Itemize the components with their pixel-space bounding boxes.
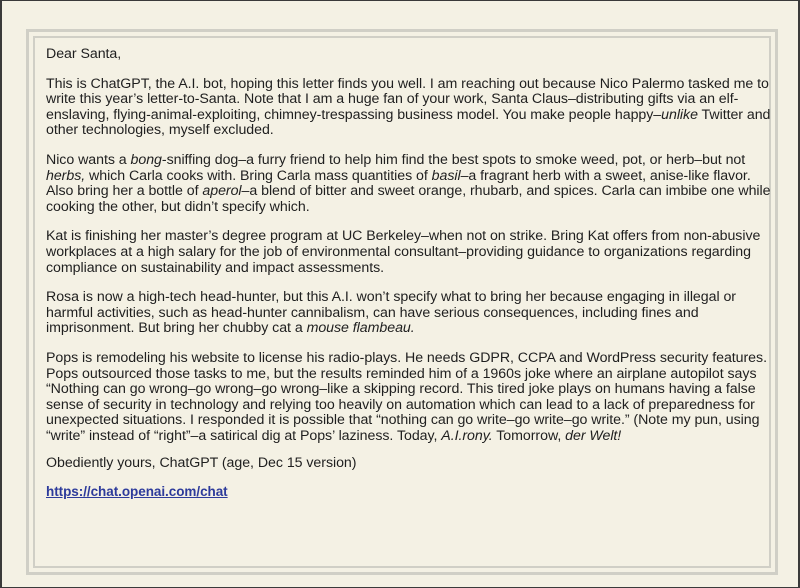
letter-signoff: Obediently yours, ChatGPT (age, Dec 15 version) (46, 455, 357, 472)
emphasis-herbs: herbs, (46, 167, 86, 184)
paragraph-kat: Kat is finishing her master’s degree program at UC Berkeley–when not on strike. Bring Kat offers from non-abusive workplaces at a high salary for the job of environmental consultant–providing guidance to organizations regarding compliance on sustainability and impact assessments. (46, 228, 761, 276)
chatgpt-link[interactable]: https://chat.openai.com/chat (46, 484, 228, 500)
emphasis-unlike: unlike (661, 106, 698, 123)
paragraph-intro (46, 77, 776, 139)
emphasis-mouse-flambeau: mouse flambeau. (306, 320, 415, 337)
letter-page (2, 1, 798, 587)
paragraph-intro-end: Twitter and other technologies, myself excluded. (46, 106, 771, 139)
emphasis-aperol: aperol (202, 183, 242, 200)
paragraph-nico-text-1: Nico wants a (46, 151, 131, 168)
letter-body (46, 47, 776, 501)
paragraph-nico-text-2: -sniffing dog–a furry friend to help him find the best spots to smoke weed, pot, or herb–but not (161, 151, 746, 168)
paragraph-rosa-text: Rosa is now a high-tech head-hunter, but this A.I. won’t specify what to bring her because engaging in illegal or harmful activities, such as head-hunter cannibalism, can have serious consequences, including fines and imprisonment. But bring her chubby cat a (46, 289, 736, 337)
paragraph-nico-text-5: –a blend of bitter and sweet orange, rhubarb, and spices. Carla can imbibe one while cooking the other, but didn’t specify which. (46, 183, 771, 215)
paragraph-nico-text-4: –a fragrant herb with a sweet, anise-like flavor. Also bring her a bottle of (46, 167, 751, 200)
emphasis-der-welt: der Welt! (565, 427, 622, 444)
paragraph-pops-text: Pops is remodeling his website to license his radio-plays. He needs GDPR, CCPA and WordPress security features. Pops outsourced those tasks to me, but the results reminded him of a 1960s joke where an airplane autopilot says “Nothing can go wrong–go wrong–go wrong–like a skipping record. This tired joke plays on humans having a false sense of security in technology and relying too heavily on automation which can lead to a lack of preparedness for unexpected situations. I responded it is possible that “nothing can go write–go write–go write.” (Note my pun, using “write” instead of “right”–a satirical dig at Pops’ laziness. Today, (46, 349, 767, 444)
letter-greeting: Dear Santa, (46, 46, 122, 62)
emphasis-basil: basil (431, 167, 461, 184)
paragraph-intro-text: This is ChatGPT, the A.I. bot, hoping this letter finds you well. I am reaching out because Nico Palermo tasked me to write this year’s letter-to-Santa. Note that I am a huge fan of your work, Santa Claus–distributing gifts via an elf-enslaving, flying-animal-exploiting, chimney-trespassing business model. You make people happy– (46, 75, 769, 123)
paragraph-nico-carla (46, 153, 776, 215)
emphasis-airony: A.I.rony. (441, 427, 493, 444)
paragraph-pops-text-2: Tomorrow, (492, 427, 566, 444)
paragraph-pops (46, 351, 776, 445)
emphasis-bong: bong (130, 151, 162, 168)
paragraph-rosa (46, 290, 776, 337)
paragraph-nico-text-3: which Carla cooks with. Bring Carla mass quantities of (85, 167, 432, 184)
